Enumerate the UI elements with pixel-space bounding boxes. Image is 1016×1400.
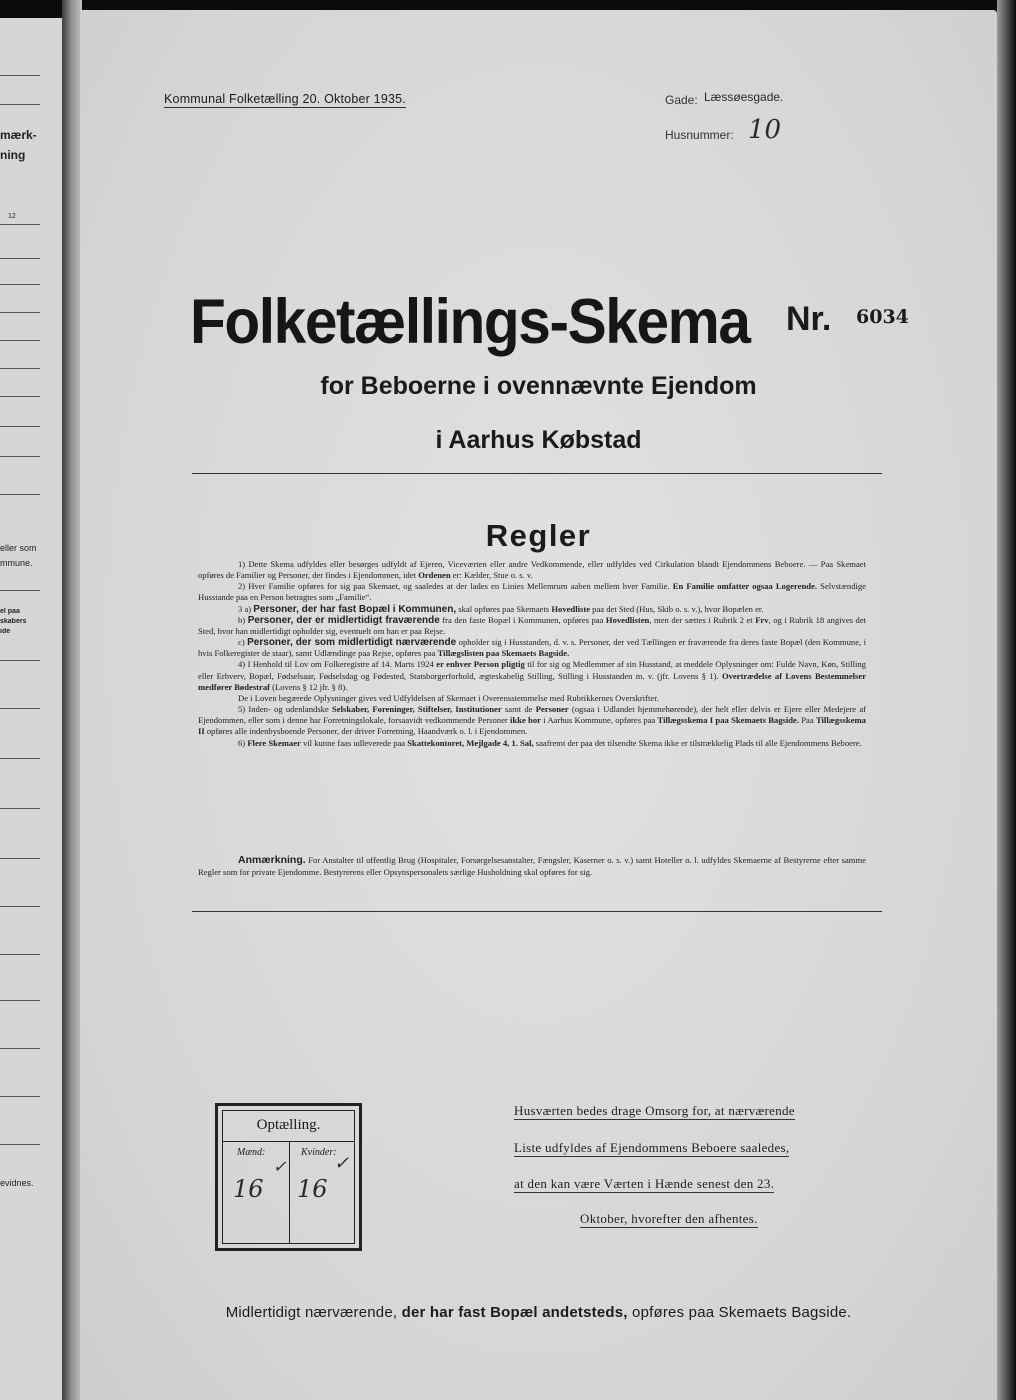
page-fragment: 12 <box>8 213 16 220</box>
women-label: Kvinder: <box>301 1147 337 1158</box>
count-box-title: Optælling. <box>256 1117 321 1133</box>
page-edge-shadow <box>997 0 1016 1400</box>
rule-4-addendum: De i Loven begærede Oplysninger gives ved Udfyldelsen af Skemaet i Overensstemmelse med Rubrikkernes Overskrifter. <box>238 692 659 703</box>
ruled-line <box>0 1096 40 1097</box>
ruled-line <box>0 456 40 457</box>
divider <box>192 911 882 912</box>
house-number-value: 10 <box>748 115 782 145</box>
notice-line: at den kan være Værten i Hænde senest den 23. <box>514 1176 775 1191</box>
page-fragment: ide <box>0 628 11 635</box>
census-form-page <box>80 10 997 1400</box>
ruled-line <box>0 284 40 285</box>
ruled-line <box>0 1048 40 1049</box>
census-header-title: Kommunal Folketælling 20. Oktober 1935. <box>164 92 406 106</box>
street-value: Læssøesgade. <box>704 90 784 104</box>
rule-4: 4) I Henhold til Lov om Folkeregistre af 14. Marts 1924 er enhver Person pligtig til for sig og Medlemmer af sin Husstand, at meddele Oplysninger om: Fulde Navn, Køn, Stilling eller Erhverv, Bopæl, Fødselsaar, Fødselsdag og Fødested, Statsborgerforhold, ægteskabelig Stilling, Stilling i Husstanden m. v. (jfr. Lovens § 1). Overtrædelse af Lovens Bestemmelser medfører Bødestraf (Lovens § 12 jfr. § 8). <box>198 659 867 692</box>
page-fragment: mmune. <box>0 558 33 568</box>
women-check-mark: ✓ <box>334 1153 350 1174</box>
page-fragment: el paa <box>0 608 20 615</box>
rule-2: 2) Hver Familie opføres for sig paa Skemaet, og saaledes at der lades en Linies Mellemrum aaben mellem hver Familie. En Familie omfatter ogsaa Logerende. Selvstændige Husstande paa en Person betragtes som „Familie“. <box>198 581 866 603</box>
ruled-line <box>0 340 40 341</box>
page-fragment: ning <box>0 148 26 162</box>
ruled-line <box>0 758 40 759</box>
rule-5: 5) Inden- og udenlandske Selskaber, Foreninger, Stiftelser, Institutioner samt de Personer (ogsaa i Udlandet hjemmehørende), der helt eller delvis er Ejere eller Medejere af Ejendommen, eller som i denne har Forretningslokale, forsaavidt vedkommende Personer ikke bor i Aarhus Kommune, opføres paa Tillægsskema I paa Skemaets Bagside. Paa Tillægsskema II opføres alle indenbysboende Personer, der driver Forretning, Haandværk o. l. i Ejendommen. <box>198 704 867 737</box>
remark-text: For Anstalter til offentlig Brug (Hospitaler, Forsørgelsesanstalter, Fængsler, Kaserner o. s. v.) samt Hoteller o. l. udfyldes Skemaerne af Bestyrerne efter samme Regler som for private Ejendomme. Bestyrerens eller Opsynspersonalets særlige Husholdning skal opføres for sig. <box>198 855 866 877</box>
men-label: Mænd: <box>237 1147 266 1158</box>
ruled-line <box>0 906 40 907</box>
ruled-line <box>0 1000 40 1001</box>
rules-heading: Regler <box>485 518 592 553</box>
rule-3c: c) Personer, der som midlertidigt nærværende opholder sig i Husstanden, d. v. s. Personer, der ved Tællingen er fraværende fra deres faste Bopæl (den Kommune, i hvis Folkeregister de staar), samt Udlændinge paa Rejse, opføres paa Tillægslisten paa Skemaets Bagside. <box>198 637 866 659</box>
ruled-line <box>0 808 40 809</box>
page-fragment: eller som <box>0 543 37 553</box>
form-subtitle: for Beboerne i ovennævnte Ejendom <box>320 372 757 400</box>
rule-3a: 3 a) Personer, der har fast Bopæl i Kommunen, skal opføres paa Skemaets Hovedliste paa det Sted (Hus, Skib o. s. v.), hvor Bopælen er. <box>238 603 764 615</box>
ruled-line <box>0 660 40 661</box>
form-number: 6034 <box>856 306 909 328</box>
rule-6: 6) Flere Skemaer vil kunne faas udleverede paa Skattekontoret, Mejlgade 4, 1. Sal, saafremt der paa det tilsendte Skema ikke er tilstrækkelig Plads til alle Ejendommens Beboere. <box>238 737 862 748</box>
ruled-line <box>0 75 40 76</box>
footer-note: Midlertidigt nærværende, der har fast Bopæl andetsteds, opføres paa Skemaets Bagside. <box>225 1304 852 1321</box>
count-box-inner <box>222 1110 355 1244</box>
ruled-line <box>0 368 40 369</box>
count-box <box>215 1103 362 1251</box>
ruled-line <box>0 396 40 397</box>
house-number-label: Husnummer: <box>665 128 734 142</box>
page-fragment: skabers <box>0 618 27 625</box>
rule-3b: b) Personer, der er midlertidigt fraværende fra den faste Bopæl i Kommunen, opføres paa Hovedlisten, men der sættes i Rubrik 2 et Frv, og i Rubrik 18 angives det Sted, hvor han midlertidigt opholder sig, eventuelt om han er paa Rejse. <box>198 614 867 636</box>
notice-line: Oktober, hvorefter den afhentes. <box>580 1211 758 1226</box>
page-fragment: mærk- <box>0 128 37 142</box>
women-count: 16 <box>297 1175 328 1203</box>
men-count: 16 <box>233 1175 264 1203</box>
form-title: Folketællings-Skema <box>190 287 750 357</box>
previous-page-strip <box>0 18 63 1400</box>
divider <box>192 473 882 474</box>
ruled-line <box>0 954 40 955</box>
ruled-line <box>0 590 40 591</box>
ruled-line <box>0 258 40 259</box>
form-subtitle-city: i Aarhus Købstad <box>435 426 642 454</box>
rules-body <box>198 559 866 749</box>
rule-1: 1) Dette Skema udfyldes eller besørges udfyldt af Ejeren, Viceværten eller andre Vedkommende, eller udfyldes ved Cirkulation blandt Ejendommens Beboere. — Paa Skemaet opføres de Familier og Personer, der findes i Ejendommen, idet Ordenen er: Kælder, Stue o. s. v. <box>198 559 866 581</box>
men-check-mark: ✓ <box>273 1157 287 1176</box>
ruled-line <box>0 104 40 105</box>
notice-line: Husværten bedes drage Omsorg for, at nærværende <box>514 1103 795 1118</box>
remark-label: Anmærkning. <box>238 854 306 866</box>
street-label: Gade: <box>665 93 698 107</box>
count-box-divider <box>289 1141 290 1243</box>
book-gutter <box>62 0 82 1400</box>
page-fragment: evidnes. <box>0 1178 34 1188</box>
ruled-line <box>0 224 40 225</box>
ruled-line <box>0 312 40 313</box>
notice-line: Liste udfyldes af Ejendommens Beboere saaledes, <box>514 1140 790 1155</box>
ruled-line <box>0 708 40 709</box>
ruled-line <box>0 1144 40 1145</box>
form-number-label: Nr. <box>786 300 832 338</box>
ruled-line <box>0 858 40 859</box>
ruled-line <box>0 494 40 495</box>
remark-paragraph <box>198 855 866 878</box>
ruled-line <box>0 426 40 427</box>
